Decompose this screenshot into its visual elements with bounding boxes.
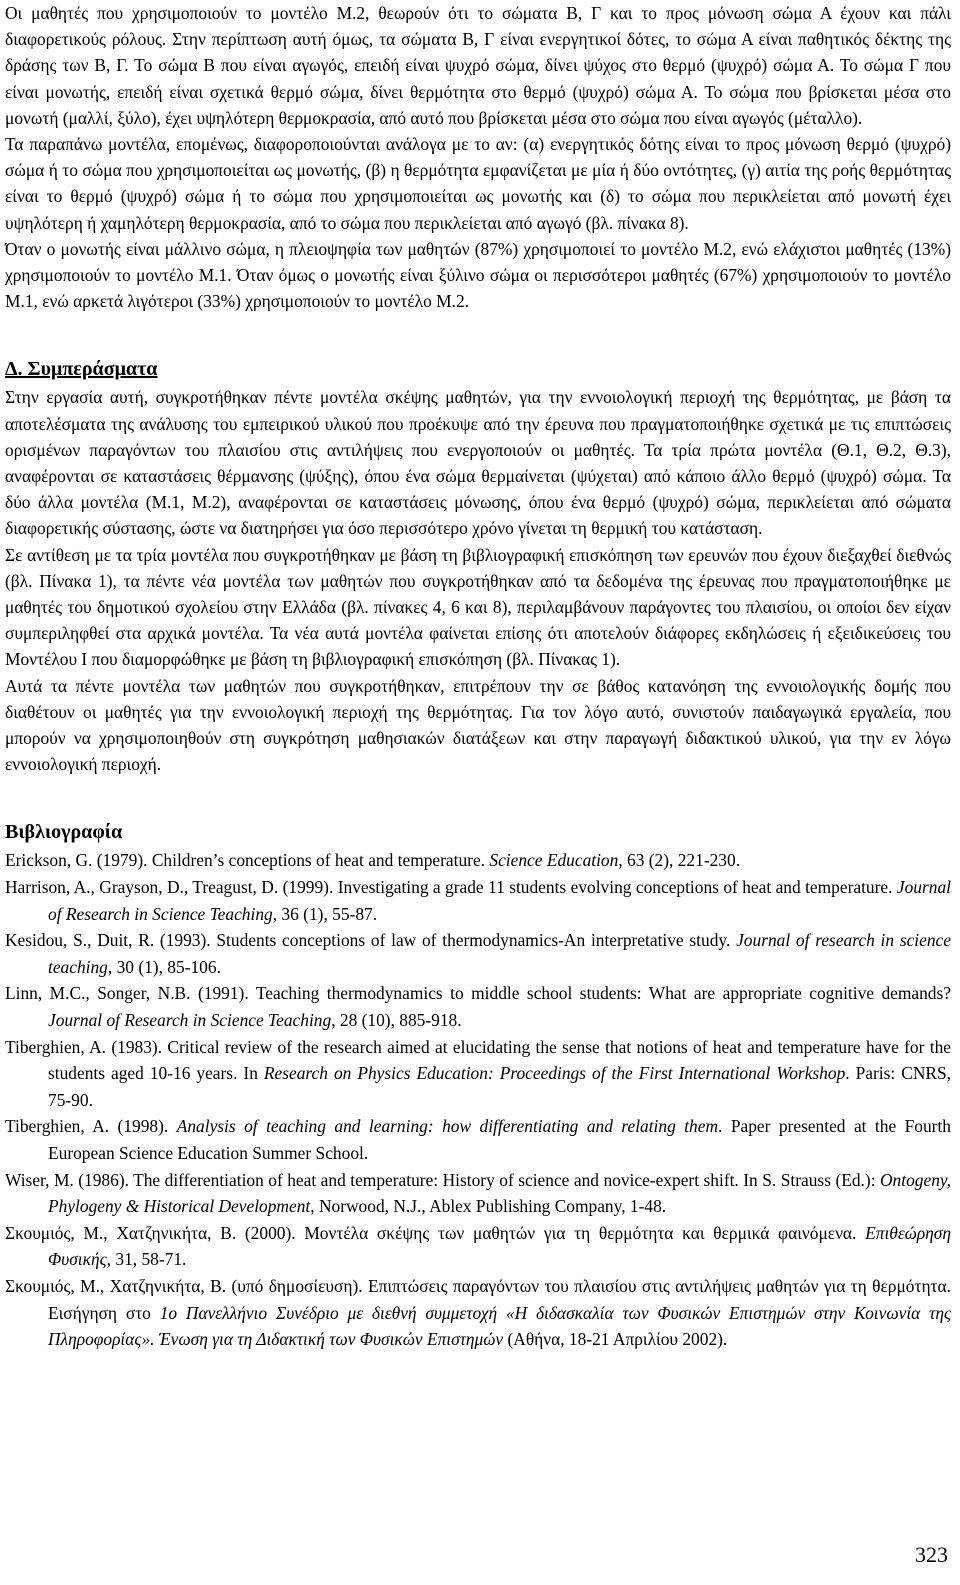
reference-item: Erickson, G. (1979). Children’s conceptions of heat and temperature. Science Education, 63 (2), 221-230. xyxy=(5,850,741,871)
reference-item: Harrison, A., Grayson, D., Treagust, D. (1999). Investigating a grade 11 students evolving conceptions of heat and temperature. Journal of Research in Science Teaching, 36 (1), 55-87. xyxy=(5,877,951,924)
conclusions-heading xyxy=(5,354,951,384)
paragraph-models-m2: Οι μαθητές που χρησιμοποιούν το μοντέλο Μ.2, θεωρούν ότι το σώματα Β, Γ και το προς μόνωση σώμα Α έχουν και πάλι διαφορετικούς ρόλους. Στην περίπτωση αυτή όμως, τα σώματα Β, Γ είναι ενεργητικοί δότες, το σώμα Α είναι παθητικός δέκτης της δράσης των Β, Γ. Το σώμα Β που είναι αγωγός, επειδή είναι ψυχρό σώμα, δίνει ψύχος στο θερμό (ψυχρό) σώμα Α. Το σώμα Γ που είναι μονωτής, επειδή είναι σχετικά θερμό σώμα, δίνει θερμότητα στο θερμό (ψυχρό) σώμα Α. Το σώμα που βρίσκεται μέσα στο μονωτή (μαλλί, ξύλο), έχει υψηλότερη θερμοκρασία, από αυτό που βρίσκεται μέσα στο σώμα που είναι αγωγός (μέταλλο). xyxy=(5,3,951,128)
bibliography-heading: Βιβλιογραφία xyxy=(5,821,123,844)
reference-item: Σκουμιός, Μ., Χατζηνικήτα, Β. (2000). Μοντέλα σκέψης των μαθητών για τη θερμότητα και θερμικά φαινόμενα. Επιθεώρηση Φυσικής, 31, 58-71. xyxy=(5,1222,951,1270)
paragraph-models-differences: Τα παραπάνω μοντέλα, επομένως, διαφοροποιούνται ανάλογα με το αν: (α) ενεργητικός δότης είναι το προς μόνωση θερμό (ψυχρό) σώμα ή το σώμα που χρησιμοποιείται ως μονωτής, (β) η θερμότητα εμφανίζεται με μία ή δύο οντότητες, (γ) αιτία της ροής θερμότητας είναι το θερμό (ψυχρό) σώμα ή το σώμα που χρησιμοποιείται ως μονωτής και (δ) το σώμα που περικλείεται από μονωτή έχει υψηλότερη ή χαμηλότερη θερμοκρασία, από το σώμα που περικλείεται από αγωγό (βλ. πίνακα 8). xyxy=(5,134,951,233)
section-letter: Δ. xyxy=(5,358,23,381)
conclusions-paragraph-1: Στην εργασία αυτή, συγκροτήθηκαν πέντε μοντέλα σκέψης μαθητών, για την εννοιολογική περιοχή της θερμότητας, με βάση τα αποτελέσματα της ανάλυσης του εμπειρικού υλικού που προέκυψε από την έρευνα που πραγματοποιήθηκε σχετικά με τις επιπτώσεις ορισμένων παραγόντων του πλαισίου στις αντιλήψεις που ενεργοποιούν οι μαθητές. Τα τρία πρώτα μοντέλα (Θ.1, Θ.2, Θ.3), αναφέρονται σε καταστάσεις θέρμανσης (ψύξης), όπου ένα σώμα θερμαίνεται (ψύχεται) από κάποιο άλλο θερμό (ψυχρό) σώμα. Τα δύο άλλα μοντέλα (Μ.1, Μ.2), αναφέρονται σε καταστάσεις μόνωσης, όπου ένα θερμό (ψυχρό) σώμα, περικλείεται από σώματα διαφορετικής σύστασης, ώστε να διατηρήσει για όσο περισσότερο χρόνο γίνεται τη θερμική του κατάσταση. xyxy=(5,387,951,539)
reference-item: Σκουμιός, Μ., Χατζηνικήτα, Β. (υπό δημοσίευση). Επιπτώσεις παραγόντων του πλαισίου στις αντιλήψεις μαθητών για τη θερμότητα. Εισήγηση στο 1ο Πανελλήνιο Συνέδριο με διεθνή συμμετοχή «Η διδασκαλία των Φυσικών Επιστημών στην Κοινωνία της Πληροφορίας». Ένωση για τη Διδακτική των Φυσικών Επιστημών (Αθήνα, 18-21 Απριλίου 2002). xyxy=(5,1275,951,1350)
conclusions-title: Συμπεράσματα xyxy=(22,358,158,381)
conclusions-paragraph-3: Αυτά τα πέντε μοντέλα των μαθητών που συγκροτήθηκαν, επιτρέπουν την σε βάθος κατανόηση της εννοιολογικής δομής που διαθέτουν οι μαθητές για την εννοιολογική περιοχή της θερμότητας. Για τον λόγο αυτό, συνιστούν παιδαγωγικά εργαλεία, που μπορούν να χρησιμοποιηθούν στη συγκρότηση μαθησιακών διατάξεων και στην παραγωγή διδακτικού υλικού, για την εν λόγω εννοιολογική περιοχή. xyxy=(5,675,951,775)
reference-item: Wiser, M. (1986). The differentiation of heat and temperature: History of science and novice-expert shift. In S. Strauss (Ed.): Ontogeny, Phylogeny & Historical Development, Norwood, N.J., Ablex Publishing Company, 1-48. xyxy=(5,1169,951,1217)
bibliography-list xyxy=(5,847,951,1352)
reference-item: Tiberghien, A. (1998). Analysis of teaching and learning: how differentiating and relating them. Paper presented at the Fourth European Science Education Summer School. xyxy=(5,1116,952,1164)
reference-item: Kesidou, S., Duit, R. (1993). Students conceptions of law of thermodynamics-An interpretative study. Journal of research in science teaching, 30 (1), 85-106. xyxy=(5,930,951,977)
page-number: 323 xyxy=(915,1542,948,1567)
reference-item: Linn, M.C., Songer, N.B. (1991). Teaching thermodynamics to middle school students: What are appropriate cognitive demands? Journal of Research in Science Teaching, 28 (10), 885-918. xyxy=(5,983,951,1031)
document-page xyxy=(5,0,951,1353)
paragraph-insulator-percentages: Όταν ο μονωτής είναι μάλλινο σώμα, η πλειοψηφία των μαθητών (87%) χρησιμοποιεί το μοντέλο Μ.2, ενώ ελάχιστοι μαθητές (13%) χρησιμοποιούν το μοντέλο Μ.1. Όταν όμως ο μονωτής είναι ξύλινο σώμα οι περισσότεροι μαθητές (67%) χρησιμοποιούν το μοντέλο Μ.1, ενώ αρκετά λιγότεροι (33%) χρησιμοποιούν το μοντέλο Μ.2. xyxy=(5,238,951,312)
reference-item: Tiberghien, A. (1983). Critical review of the research aimed at elucidating the sense that notions of heat and temperature have for the students aged 10-16 years. In Research on Physics Education: Proceedings of the First International Workshop. Paris: CNRS, 75-90. xyxy=(5,1036,952,1110)
conclusions-paragraph-2: Σε αντίθεση με τα τρία μοντέλα που συγκροτήθηκαν με βάση τη βιβλιογραφική επισκόπηση των ερευνών που έχουν διεξαχθεί διεθνώς (βλ. Πίνακα 1), τα πέντε νέα μοντέλα των μαθητών που συγκροτήθηκαν από τα δεδομένα της έρευνας που πραγματοποιήθηκε με μαθητές του δημοτικού σχολείου στην Ελλάδα (βλ. πίνακες 4, 6 και 8), περιλαμβάνουν παράγοντες του πλαισίου, οι οποίοι δεν είχαν συμπεριληφθεί στα αρχικά μοντέλα. Τα νέα αυτά μοντέλα φαίνεται επίσης ότι αποτελούν διάφορες εκδηλώσεις ή εξειδικεύσεις του Μοντέλου Ι που διαμορφώθηκε με βάση τη βιβλιογραφική επισκόπηση (βλ. Πίνακας 1). xyxy=(5,544,951,670)
